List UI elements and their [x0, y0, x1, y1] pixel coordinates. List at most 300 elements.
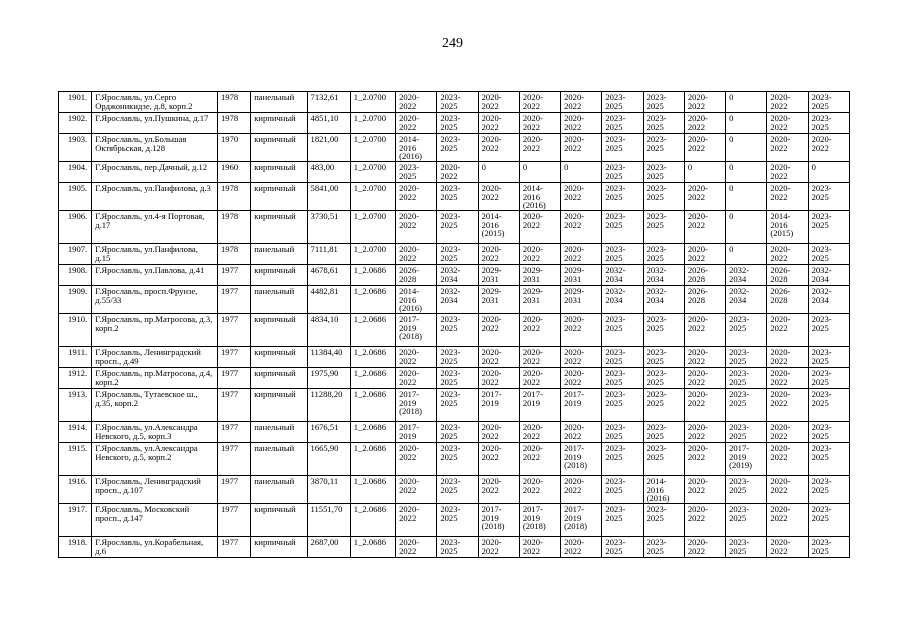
- row-number-cell: 1901.: [59, 92, 92, 113]
- repair-period-cell: 0: [808, 162, 849, 183]
- wall-material-cell: кирпичный: [251, 537, 307, 558]
- repair-period-cell: 2032- 2034: [643, 265, 684, 286]
- area-cell: 483,00: [307, 162, 350, 183]
- repair-period-cell: 2026- 2028: [684, 286, 725, 314]
- repair-period-cell: 2020- 2022: [478, 347, 519, 368]
- repair-period-cell: 2023- 2025: [726, 476, 767, 504]
- repair-period-cell: 2023- 2025: [643, 504, 684, 537]
- address-cell: Г.Ярославль, Московский просп., д.147: [92, 504, 218, 537]
- repair-period-cell: 2020- 2022: [478, 443, 519, 476]
- repair-period-cell: 2020- 2022: [396, 368, 437, 389]
- table-row: [59, 162, 850, 183]
- code-cell: 1_2.0686: [350, 286, 395, 314]
- repair-period-cell: 2017- 2019 (2018): [396, 314, 437, 347]
- repair-period-cell: 2023- 2025: [437, 244, 478, 265]
- repair-period-cell: 2020- 2022: [684, 314, 725, 347]
- repair-period-cell: 2017- 2019: [396, 422, 437, 443]
- year-built-cell: 1977: [217, 368, 250, 389]
- address-cell: Г.Ярославль, Ленинградский просп., д.107: [92, 476, 218, 504]
- repair-period-cell: 2023- 2025: [643, 347, 684, 368]
- repair-period-cell: 2020- 2022: [478, 113, 519, 134]
- area-cell: 11384,40: [307, 347, 350, 368]
- repair-period-cell: 2023- 2025: [437, 314, 478, 347]
- repair-period-cell: 2020- 2022: [478, 244, 519, 265]
- wall-material-cell: панельный: [251, 244, 307, 265]
- address-cell: Г.Ярославль, ул.Александра Невского, д.5, корп.2: [92, 443, 218, 476]
- repair-period-cell: 2023- 2025: [643, 314, 684, 347]
- repair-period-cell: 2032- 2034: [808, 286, 849, 314]
- repair-period-cell: 2023- 2025: [602, 422, 643, 443]
- repair-period-cell: 2023- 2025: [726, 389, 767, 422]
- repair-period-cell: 2023- 2025: [602, 347, 643, 368]
- repair-period-cell: 2020- 2022: [519, 537, 560, 558]
- table-row: [59, 113, 850, 134]
- area-cell: 2687,00: [307, 537, 350, 558]
- table-row: [59, 134, 850, 162]
- year-built-cell: 1978: [217, 211, 250, 244]
- repair-period-cell: 2017- 2019 (2018): [561, 504, 602, 537]
- repair-period-cell: 2020- 2022: [684, 183, 725, 211]
- repair-period-cell: 2023- 2025: [808, 537, 849, 558]
- row-number-cell: 1906.: [59, 211, 92, 244]
- code-cell: 1_2.0686: [350, 368, 395, 389]
- wall-material-cell: панельный: [251, 476, 307, 504]
- repair-period-cell: 2020- 2022: [684, 443, 725, 476]
- repair-period-cell: 2020- 2022: [767, 504, 808, 537]
- repair-period-cell: 0: [726, 183, 767, 211]
- repair-period-cell: 2023- 2025: [437, 368, 478, 389]
- repair-period-cell: 2032- 2034: [437, 286, 478, 314]
- row-number-cell: 1908.: [59, 265, 92, 286]
- repair-period-cell: 2020- 2022: [767, 162, 808, 183]
- repair-period-cell: 2032- 2034: [602, 265, 643, 286]
- wall-material-cell: кирпичный: [251, 504, 307, 537]
- repair-period-cell: 2023- 2025: [726, 314, 767, 347]
- repair-period-cell: 2020- 2022: [684, 134, 725, 162]
- repair-period-cell: 2023- 2025: [602, 183, 643, 211]
- repair-period-cell: 2020- 2022: [767, 134, 808, 162]
- row-number-cell: 1918.: [59, 537, 92, 558]
- repair-period-cell: 2023- 2025: [643, 92, 684, 113]
- address-cell: Г.Ярославль, ул.4-я Портовая, д.17: [92, 211, 218, 244]
- repair-period-cell: 2020- 2022: [478, 183, 519, 211]
- repair-period-cell: 2029- 2031: [561, 265, 602, 286]
- repair-period-cell: 2023- 2025: [726, 504, 767, 537]
- area-cell: 1665,90: [307, 443, 350, 476]
- repair-period-cell: 2023- 2025: [726, 347, 767, 368]
- repair-period-cell: 2020- 2022: [396, 183, 437, 211]
- table-row: [59, 537, 850, 558]
- repair-period-cell: 2020- 2022: [561, 422, 602, 443]
- address-cell: Г.Ярославль, ул.Панфилова, д.15: [92, 244, 218, 265]
- repair-period-cell: 2020- 2022: [767, 113, 808, 134]
- repair-period-cell: 2020- 2022: [519, 211, 560, 244]
- repair-period-cell: 2023- 2025: [437, 443, 478, 476]
- code-cell: 1_2.0700: [350, 134, 395, 162]
- repair-period-cell: 2020- 2022: [519, 92, 560, 113]
- repair-period-cell: 2020- 2022: [767, 314, 808, 347]
- repair-period-cell: 2023- 2025: [643, 162, 684, 183]
- repair-period-cell: 2020- 2022: [561, 314, 602, 347]
- repair-period-cell: 2020- 2022: [684, 92, 725, 113]
- table-row: [59, 476, 850, 504]
- repair-period-cell: 2023- 2025: [643, 537, 684, 558]
- repair-period-cell: 2014- 2016 (2016): [396, 134, 437, 162]
- repair-period-cell: 2020- 2022: [684, 537, 725, 558]
- row-number-cell: 1910.: [59, 314, 92, 347]
- repair-period-cell: 2023- 2025: [643, 183, 684, 211]
- address-cell: Г.Ярославль, ул.Серго Орджоникидзе, д.8, корп.2: [92, 92, 218, 113]
- repair-period-cell: 2023- 2025: [643, 368, 684, 389]
- area-cell: 7132,61: [307, 92, 350, 113]
- repair-period-cell: 2023- 2025: [602, 476, 643, 504]
- repair-period-cell: 2020- 2022: [396, 113, 437, 134]
- row-number-cell: 1903.: [59, 134, 92, 162]
- year-built-cell: 1977: [217, 347, 250, 368]
- repair-period-cell: 2032- 2034: [643, 286, 684, 314]
- repair-period-cell: 2017- 2019 (2019): [726, 443, 767, 476]
- repair-period-cell: 2020- 2022: [561, 211, 602, 244]
- repair-period-cell: 2023- 2025: [726, 537, 767, 558]
- repair-period-cell: 2023- 2025: [808, 476, 849, 504]
- repair-period-cell: 2023- 2025: [726, 422, 767, 443]
- table-row: [59, 389, 850, 422]
- repair-period-cell: 2020- 2022: [767, 368, 808, 389]
- year-built-cell: 1978: [217, 92, 250, 113]
- repair-period-cell: 2020- 2022: [684, 113, 725, 134]
- code-cell: 1_2.0700: [350, 113, 395, 134]
- wall-material-cell: кирпичный: [251, 347, 307, 368]
- address-cell: Г.Ярославль, пр.Матросова, д.3, корп.2: [92, 314, 218, 347]
- wall-material-cell: панельный: [251, 422, 307, 443]
- repair-period-cell: 2023- 2025: [808, 113, 849, 134]
- year-built-cell: 1977: [217, 537, 250, 558]
- area-cell: 3870,11: [307, 476, 350, 504]
- repair-period-cell: 2023- 2025: [437, 183, 478, 211]
- repair-period-cell: 2020- 2022: [478, 314, 519, 347]
- wall-material-cell: панельный: [251, 286, 307, 314]
- repair-period-cell: 2020- 2022: [396, 537, 437, 558]
- year-built-cell: 1977: [217, 476, 250, 504]
- repair-period-cell: 2020- 2022: [684, 422, 725, 443]
- wall-material-cell: кирпичный: [251, 314, 307, 347]
- table-row: [59, 211, 850, 244]
- repair-period-cell: 2032- 2034: [437, 265, 478, 286]
- repair-period-cell: 2020- 2022: [767, 422, 808, 443]
- code-cell: 1_2.0686: [350, 314, 395, 347]
- table-row: [59, 422, 850, 443]
- repair-period-cell: 2020- 2022: [767, 183, 808, 211]
- repair-period-cell: 2023- 2025: [437, 422, 478, 443]
- area-cell: 3730,51: [307, 211, 350, 244]
- address-cell: Г.Ярославль, ул.Корабельная, д.6: [92, 537, 218, 558]
- repair-period-cell: 2023- 2025: [808, 314, 849, 347]
- area-cell: 1676,51: [307, 422, 350, 443]
- repair-period-cell: 2020- 2022: [519, 347, 560, 368]
- repair-period-cell: 2026- 2028: [684, 265, 725, 286]
- repair-period-cell: 2029- 2031: [519, 265, 560, 286]
- year-built-cell: 1970: [217, 134, 250, 162]
- repair-period-cell: 2020- 2022: [478, 476, 519, 504]
- repair-period-cell: 2020- 2022: [561, 476, 602, 504]
- repair-period-cell: 2017- 2019 (2018): [519, 504, 560, 537]
- repair-period-cell: 2023- 2025: [808, 244, 849, 265]
- repair-period-cell: 2032- 2034: [808, 265, 849, 286]
- repair-period-cell: 2020- 2022: [519, 368, 560, 389]
- year-built-cell: 1977: [217, 443, 250, 476]
- row-number-cell: 1914.: [59, 422, 92, 443]
- area-cell: 1821,00: [307, 134, 350, 162]
- repair-period-cell: 2020- 2022: [396, 92, 437, 113]
- address-cell: Г.Ярославль, ул.Павлова, д.41: [92, 265, 218, 286]
- table-row: [59, 443, 850, 476]
- housing-repair-schedule-table: [58, 91, 850, 558]
- repair-period-cell: 2020- 2022: [519, 314, 560, 347]
- repair-period-cell: 2020- 2022: [561, 134, 602, 162]
- area-cell: 4851,10: [307, 113, 350, 134]
- row-number-cell: 1907.: [59, 244, 92, 265]
- row-number-cell: 1917.: [59, 504, 92, 537]
- repair-period-cell: 2023- 2025: [437, 347, 478, 368]
- repair-period-cell: 2029- 2031: [519, 286, 560, 314]
- repair-period-cell: 2017- 2019: [561, 389, 602, 422]
- year-built-cell: 1977: [217, 504, 250, 537]
- repair-period-cell: 0: [726, 113, 767, 134]
- repair-period-cell: 2014- 2016 (2016): [396, 286, 437, 314]
- year-built-cell: 1978: [217, 244, 250, 265]
- repair-period-cell: 2032- 2034: [726, 265, 767, 286]
- repair-period-cell: 2023- 2025: [726, 368, 767, 389]
- area-cell: 7111,81: [307, 244, 350, 265]
- row-number-cell: 1904.: [59, 162, 92, 183]
- repair-period-cell: 2020- 2022: [561, 92, 602, 113]
- table-row: [59, 92, 850, 113]
- repair-period-cell: 2020- 2022: [396, 443, 437, 476]
- repair-period-cell: 2017- 2019: [519, 389, 560, 422]
- repair-period-cell: 2023- 2025: [602, 504, 643, 537]
- repair-period-cell: 2023- 2025: [808, 92, 849, 113]
- table-row: [59, 314, 850, 347]
- repair-period-cell: 2023- 2025: [643, 389, 684, 422]
- repair-period-cell: 2014- 2016 (2016): [643, 476, 684, 504]
- repair-period-cell: 2020- 2022: [478, 92, 519, 113]
- year-built-cell: 1978: [217, 183, 250, 211]
- repair-period-cell: 0: [726, 162, 767, 183]
- wall-material-cell: панельный: [251, 443, 307, 476]
- repair-period-cell: 2029- 2031: [561, 286, 602, 314]
- repair-period-cell: 2023- 2025: [643, 443, 684, 476]
- year-built-cell: 1977: [217, 422, 250, 443]
- repair-period-cell: 2023- 2025: [808, 183, 849, 211]
- repair-period-cell: 2023- 2025: [437, 389, 478, 422]
- repair-period-cell: 0: [726, 92, 767, 113]
- repair-period-cell: 2023- 2025: [602, 113, 643, 134]
- repair-period-cell: 2020- 2022: [561, 368, 602, 389]
- address-cell: Г.Ярославль, пр.Матросова, д.4, корп.2: [92, 368, 218, 389]
- wall-material-cell: кирпичный: [251, 368, 307, 389]
- repair-period-cell: 2023- 2025: [437, 113, 478, 134]
- page-number: 249: [442, 36, 463, 51]
- repair-period-cell: 0: [726, 211, 767, 244]
- repair-period-cell: 2023- 2025: [643, 113, 684, 134]
- repair-period-cell: 2020- 2022: [478, 422, 519, 443]
- repair-period-cell: 2023- 2025: [808, 211, 849, 244]
- area-cell: 1975,90: [307, 368, 350, 389]
- area-cell: 4678,61: [307, 265, 350, 286]
- repair-period-cell: 2023- 2025: [602, 537, 643, 558]
- area-cell: 4482,81: [307, 286, 350, 314]
- repair-period-cell: 2020- 2022: [767, 443, 808, 476]
- repair-period-cell: 2023- 2025: [437, 211, 478, 244]
- repair-period-cell: 2020- 2022: [561, 183, 602, 211]
- repair-period-cell: 0: [561, 162, 602, 183]
- repair-period-cell: 2020- 2022: [478, 134, 519, 162]
- repair-period-cell: 2014- 2016 (2015): [767, 211, 808, 244]
- repair-period-cell: 2020- 2022: [767, 389, 808, 422]
- repair-period-cell: 2020- 2022: [684, 211, 725, 244]
- repair-period-cell: 2023- 2025: [602, 211, 643, 244]
- repair-period-cell: 2020- 2022: [684, 504, 725, 537]
- repair-period-cell: 2020- 2022: [396, 347, 437, 368]
- wall-material-cell: кирпичный: [251, 211, 307, 244]
- year-built-cell: 1960: [217, 162, 250, 183]
- repair-period-cell: 2026- 2028: [767, 286, 808, 314]
- repair-period-cell: 0: [519, 162, 560, 183]
- repair-period-cell: 2023- 2025: [602, 162, 643, 183]
- repair-period-cell: 0: [726, 244, 767, 265]
- row-number-cell: 1913.: [59, 389, 92, 422]
- address-cell: Г.Ярославль, ул.Александра Невского, д.5, корп.3: [92, 422, 218, 443]
- repair-period-cell: 2029- 2031: [478, 286, 519, 314]
- repair-period-cell: 2020- 2022: [767, 347, 808, 368]
- code-cell: 1_2.0700: [350, 183, 395, 211]
- repair-period-cell: 0: [684, 162, 725, 183]
- repair-period-cell: 2014- 2016 (2016): [519, 183, 560, 211]
- repair-period-cell: 2020- 2022: [519, 113, 560, 134]
- row-number-cell: 1916.: [59, 476, 92, 504]
- repair-period-cell: 2032- 2034: [726, 286, 767, 314]
- repair-period-cell: 2020- 2022: [561, 347, 602, 368]
- code-cell: 1_2.0700: [350, 244, 395, 265]
- repair-period-cell: 2023- 2025: [437, 134, 478, 162]
- repair-period-cell: 2020- 2022: [767, 476, 808, 504]
- repair-period-cell: 2020- 2022: [684, 244, 725, 265]
- address-cell: Г.Ярославль, просп.Фрунзе, д.55/33: [92, 286, 218, 314]
- wall-material-cell: кирпичный: [251, 265, 307, 286]
- repair-period-cell: 2020- 2022: [437, 162, 478, 183]
- repair-period-cell: 0: [478, 162, 519, 183]
- repair-period-cell: 2023- 2025: [643, 422, 684, 443]
- repair-period-cell: 2023- 2025: [437, 504, 478, 537]
- address-cell: Г.Ярославль, Тутаевское ш., д.35, корп.2: [92, 389, 218, 422]
- repair-period-cell: 2020- 2022: [684, 389, 725, 422]
- repair-period-cell: 2020- 2022: [561, 244, 602, 265]
- repair-period-cell: 2023- 2025: [808, 389, 849, 422]
- repair-period-cell: 2020- 2022: [684, 347, 725, 368]
- table-row: [59, 368, 850, 389]
- table-row: [59, 504, 850, 537]
- repair-period-cell: 2020- 2022: [478, 368, 519, 389]
- repair-period-cell: 2023- 2025: [808, 504, 849, 537]
- address-cell: Г.Ярославль, Ленинградский просп., д.49: [92, 347, 218, 368]
- code-cell: 1_2.0686: [350, 504, 395, 537]
- repair-period-cell: 2023- 2025: [437, 92, 478, 113]
- repair-period-cell: 2020- 2022: [561, 537, 602, 558]
- repair-period-cell: 2023- 2025: [602, 92, 643, 113]
- code-cell: 1_2.0686: [350, 389, 395, 422]
- area-cell: 11551,70: [307, 504, 350, 537]
- year-built-cell: 1977: [217, 265, 250, 286]
- row-number-cell: 1912.: [59, 368, 92, 389]
- code-cell: 1_2.0700: [350, 162, 395, 183]
- repair-period-cell: 2023- 2025: [602, 314, 643, 347]
- repair-period-cell: 2020- 2022: [519, 134, 560, 162]
- wall-material-cell: панельный: [251, 92, 307, 113]
- repair-period-cell: 2020- 2022: [684, 476, 725, 504]
- repair-period-cell: 2023- 2025: [602, 244, 643, 265]
- row-number-cell: 1905.: [59, 183, 92, 211]
- repair-period-cell: 2026- 2028: [767, 265, 808, 286]
- row-number-cell: 1915.: [59, 443, 92, 476]
- area-cell: 4834,10: [307, 314, 350, 347]
- repair-period-cell: 2020- 2022: [396, 476, 437, 504]
- repair-period-cell: 2023- 2025: [396, 162, 437, 183]
- repair-period-cell: 2023- 2025: [643, 244, 684, 265]
- address-cell: Г.Ярославль, пер.Дачный, д.12: [92, 162, 218, 183]
- repair-period-cell: 2020- 2022: [808, 134, 849, 162]
- repair-period-cell: 2029- 2031: [478, 265, 519, 286]
- repair-period-cell: 2023- 2025: [643, 211, 684, 244]
- table-row: [59, 244, 850, 265]
- repair-period-cell: 2023- 2025: [808, 347, 849, 368]
- repair-period-cell: 2023- 2025: [602, 443, 643, 476]
- code-cell: 1_2.0686: [350, 443, 395, 476]
- repair-period-cell: 2020- 2022: [396, 504, 437, 537]
- code-cell: 1_2.0686: [350, 537, 395, 558]
- area-cell: 5841,00: [307, 183, 350, 211]
- row-number-cell: 1902.: [59, 113, 92, 134]
- wall-material-cell: кирпичный: [251, 162, 307, 183]
- repair-period-cell: 2020- 2022: [767, 537, 808, 558]
- table-row: [59, 183, 850, 211]
- wall-material-cell: кирпичный: [251, 134, 307, 162]
- repair-period-cell: 2020- 2022: [396, 244, 437, 265]
- repair-period-cell: 2026- 2028: [396, 265, 437, 286]
- year-built-cell: 1978: [217, 113, 250, 134]
- repair-period-cell: 2023- 2025: [437, 476, 478, 504]
- table-row: [59, 347, 850, 368]
- repair-period-cell: 2017- 2019 (2018): [561, 443, 602, 476]
- repair-period-cell: 2017- 2019 (2018): [478, 504, 519, 537]
- area-cell: 11288,20: [307, 389, 350, 422]
- code-cell: 1_2.0700: [350, 211, 395, 244]
- repair-period-cell: 0: [726, 134, 767, 162]
- repair-period-cell: 2020- 2022: [519, 244, 560, 265]
- repair-period-cell: 2020- 2022: [684, 368, 725, 389]
- repair-period-cell: 2020- 2022: [519, 443, 560, 476]
- repair-period-cell: 2023- 2025: [437, 537, 478, 558]
- repair-period-cell: 2020- 2022: [767, 92, 808, 113]
- wall-material-cell: кирпичный: [251, 113, 307, 134]
- code-cell: 1_2.0686: [350, 476, 395, 504]
- repair-period-cell: 2023- 2025: [808, 443, 849, 476]
- repair-period-cell: 2020- 2022: [561, 113, 602, 134]
- repair-period-cell: 2017- 2019 (2018): [396, 389, 437, 422]
- table-row: [59, 265, 850, 286]
- address-cell: Г.Ярославль, ул.Панфилова, д.3: [92, 183, 218, 211]
- year-built-cell: 1977: [217, 314, 250, 347]
- repair-period-cell: 2023- 2025: [602, 389, 643, 422]
